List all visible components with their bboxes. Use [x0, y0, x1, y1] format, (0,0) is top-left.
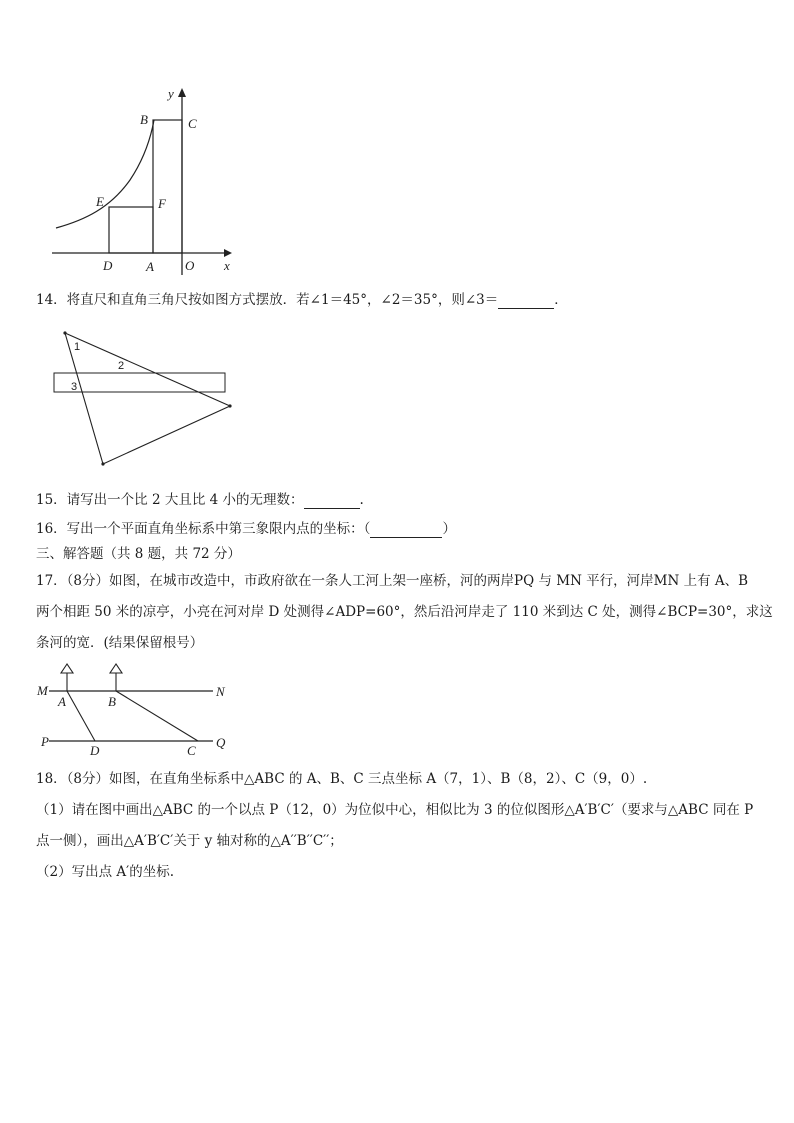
- label-C: C: [188, 116, 197, 131]
- vertex-right: [228, 404, 231, 407]
- q16-text: 16．写出一个平面直角坐标系中第三象限内点的坐标：（: [36, 521, 371, 537]
- angle-label-2: 2: [118, 360, 125, 372]
- label-x: x: [224, 258, 230, 273]
- label-B: B: [108, 694, 116, 709]
- q18-line-1: 18．（8分）如图，在直角坐标系中△ABC 的 A、B、C 三点坐标 A（7，1）、B（8，2）、C（9，0）.: [36, 771, 648, 787]
- q14-answer-blank[interactable]: [498, 290, 554, 309]
- section-heading: 三、解答题（共 8 题，共 72 分）: [36, 546, 241, 562]
- question-14: [36, 290, 568, 309]
- label-D: D: [103, 258, 113, 273]
- figure-ruler-triangle: [48, 325, 238, 470]
- line-AD: [67, 691, 95, 741]
- vertex-top: [63, 331, 66, 334]
- label-F: F: [158, 196, 166, 211]
- label-P: P: [41, 734, 49, 749]
- q16-answer-blank[interactable]: [370, 519, 442, 538]
- label-Q: Q: [216, 735, 226, 750]
- q15-end: .: [359, 492, 364, 508]
- y-axis-arrow: [178, 88, 186, 97]
- figure-river-bridge: [35, 660, 235, 760]
- rect-ABCO: [153, 120, 182, 253]
- label-A: A: [58, 694, 66, 709]
- label-A: A: [146, 259, 154, 274]
- label-E: E: [96, 194, 104, 209]
- q17-line-2: 两个相距 50 米的凉亭，小亮在河对岸 D 处测得∠ADP=60°，然后沿河岸走了 110 米到达 C 处，测得∠BCP=30°，求这: [36, 604, 773, 620]
- q18-line-4: （2）写出点 A′的坐标.: [36, 864, 174, 880]
- q15-text: 15．请写出一个比 2 大且比 4 小的无理数：: [36, 492, 304, 508]
- figure-curve-rectangles: [40, 80, 250, 280]
- q15-answer-blank[interactable]: [304, 490, 360, 509]
- q17-line-3: 条河的宽．(结果保留根号）: [36, 635, 204, 651]
- label-C: C: [187, 743, 196, 758]
- right-triangle: [65, 333, 230, 464]
- label-D: D: [90, 743, 100, 758]
- exponential-curve: [56, 120, 154, 228]
- q16-end: ）: [442, 521, 456, 537]
- q18-line-3: 点一侧），画出△A′B′C′关于 y 轴对称的△A′′B′′C′′；: [36, 833, 343, 849]
- q17-line-1: 17．（8分）如图，在城市改造中，市政府欲在一条人工河上架一座桥，河的两岸PQ 与 MN 平行，河岸MN 上有 A、B: [36, 573, 749, 589]
- question-15: [36, 490, 364, 509]
- label-N: N: [216, 684, 225, 699]
- label-O: O: [185, 258, 195, 273]
- pavilion-B-roof: [110, 664, 122, 673]
- angle-label-1: 1: [74, 341, 81, 353]
- question-16: [36, 519, 456, 538]
- label-B: B: [140, 112, 148, 127]
- pavilion-A-roof: [61, 664, 73, 673]
- x-axis-arrow: [224, 249, 232, 257]
- q18-line-2: （1）请在图中画出△ABC 的一个以点 P（12，0）为位似中心，相似比为 3 的位似图形△A′B′C′（要求与△ABC 同在 P: [36, 802, 754, 818]
- q14-text: 14．将直尺和直角三角尺按如图方式摆放．若∠1＝45°，∠2＝35°，则∠3＝: [36, 292, 499, 308]
- label-M: M: [37, 683, 48, 698]
- label-y: y: [168, 86, 174, 101]
- q14-end: ．: [554, 292, 568, 308]
- line-BC: [116, 691, 198, 741]
- angle-label-3: 3: [71, 381, 78, 393]
- vertex-bottom: [101, 462, 104, 465]
- rect-DEFA: [109, 207, 153, 253]
